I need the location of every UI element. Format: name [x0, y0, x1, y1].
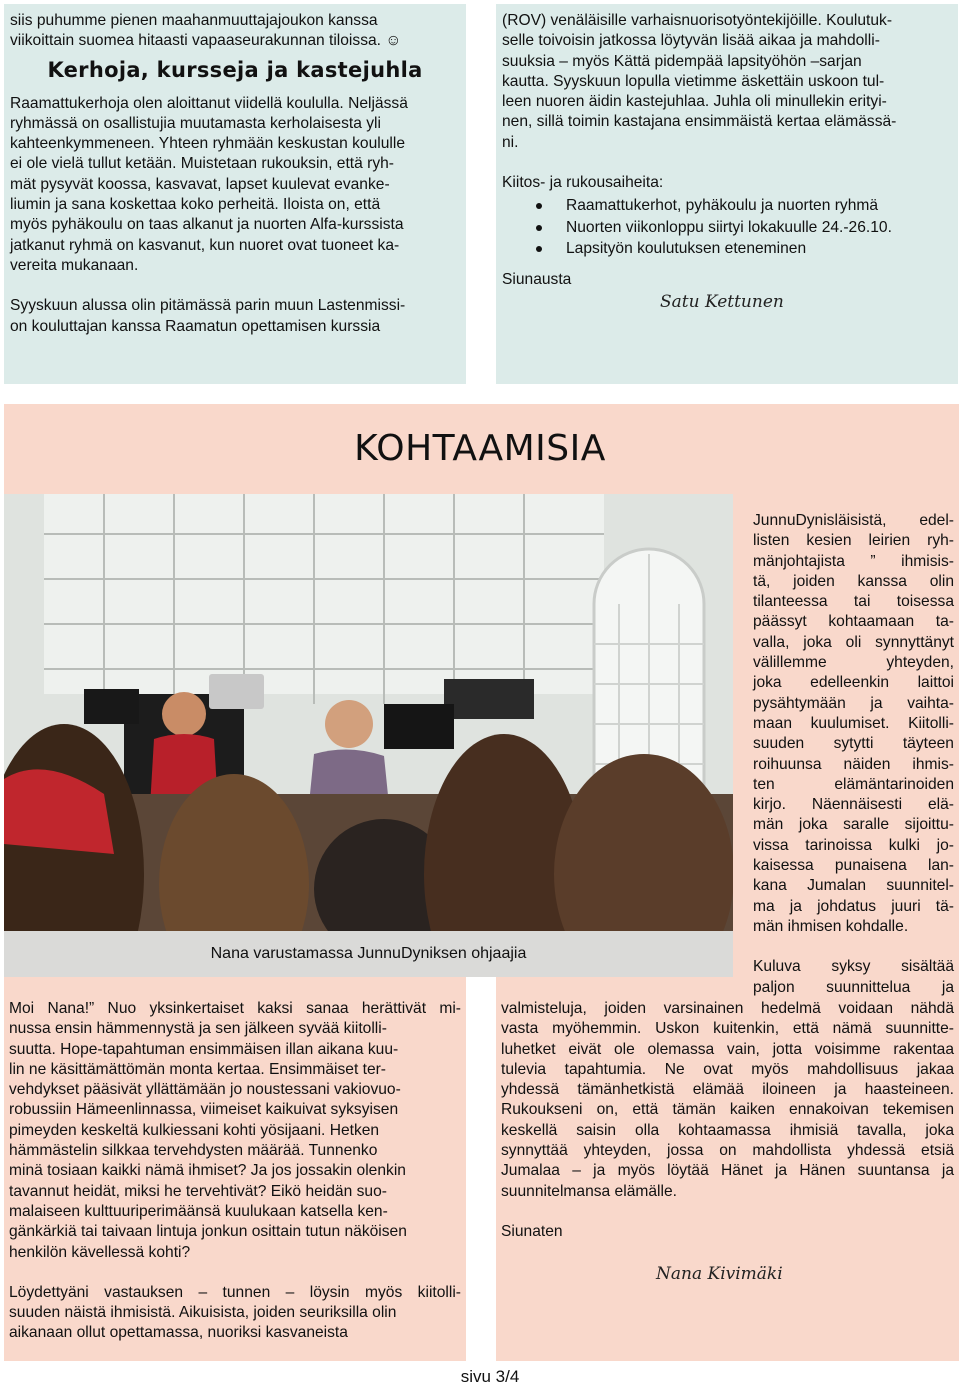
closing: Siunaten	[501, 1222, 563, 1240]
text-line: suuden näistä ihmisistä. Aikuisista, joiden seuriksilla olin	[9, 1304, 397, 1322]
text-line: kirjo. Näennäisesti elä-	[753, 796, 954, 814]
text-line: listen kesien leirien ryh-	[753, 532, 954, 550]
text-line: kautta. Syyskuun lopulla vietimme äskettäin uskoon tul-	[502, 72, 885, 90]
text-line: aikanaan ollut opettamassa, nuoriksi kasvaneista	[9, 1324, 348, 1342]
text-line: kana Jumalan suunnitel-	[753, 877, 954, 895]
text-line: tavannut heidät, miksi he tervehtivät? Eikö heidän suo-	[9, 1182, 387, 1200]
text-line: suuden sytytti täyteen	[753, 735, 954, 753]
right-narrow-column	[753, 511, 954, 998]
text-line: nen, sillä toimin kastajana ensimmäistä kertaa elämässä-	[502, 113, 897, 131]
text-line: liumin ja sana koskettaa koko perheitä. Iloista on, että	[10, 196, 381, 214]
text-line: vehdykset pääsivät yllättämään jo noustessani vakiovuo-	[9, 1081, 401, 1099]
text-line: Rukoukseni on, että tämän kaiken ennakoivan tekemisen	[501, 1101, 954, 1119]
list-item: Raamattukerhot, pyhäkoulu ja nuorten ryhmä	[502, 195, 952, 217]
text-line: kaisessa punaisena lan-	[753, 857, 954, 875]
bottom-right-column	[501, 999, 954, 1284]
signature: Satu Kettunen	[660, 292, 784, 313]
text-line: maan kuulumiset. Kiitolli-	[753, 714, 954, 732]
text-line: välillemme yhteyden,	[753, 654, 954, 672]
text-line: hämmästelin silkkaa tervehdysten määrää. Tunnenko	[9, 1142, 378, 1160]
text-line: robussiin Hämeenlinnassa, viimeiset kaikuivat syksyisen	[9, 1101, 399, 1119]
text-line: tulevia tapahtumia. Ne ovat myös mahdollisuus jakaa	[501, 1060, 954, 1078]
text-line: män joka saralle sijoittu-	[753, 816, 954, 834]
text-line: myös pyhäkoulu on taas alkanut ja nuorten Alfa-kurssista	[10, 216, 404, 234]
text-line: pimeyden keskeltä kulkiessani kohti yösijaani. Hetken	[9, 1121, 380, 1139]
text-line: vereita mukanaan.	[10, 256, 139, 274]
text-line: ei ole vielä tullut ketään. Muistetaan rukouksin, että ryh-	[10, 155, 394, 173]
text-line: Jumalaa – ja myös löytää Hänet ja Hänen suuntansa ja	[501, 1162, 954, 1180]
list-item: Nuorten viikonloppu siirtyi lokakuulle 24.-26.10.	[502, 217, 952, 239]
text-line: män ihmisen kohdalle.	[753, 917, 909, 935]
text-line: minä tosiaan kaikki nämä ihmiset? Ja jos jossakin olenkin	[9, 1162, 406, 1180]
text-line: JunnuDynisläisistä, edel-	[753, 512, 954, 529]
text-line: ryhmässä on osallistujia muutamasta kerholaisesta yli	[10, 114, 381, 132]
text-line: yhdessä tämänhetkistä elämää iloineen ja haasteineen.	[501, 1081, 954, 1099]
text-line: mänjohtajista ” ihmisis-	[753, 552, 954, 570]
text-line: Raamattukerhoja olen aloittanut viidellä koululla. Neljässä	[10, 94, 408, 112]
text-line: Moi Nana!” Nuo yksinkertaiset kaksi sanaa herättivät mi-	[9, 1000, 461, 1017]
list-item: Lapsityön koulutuksen eteneminen	[502, 238, 952, 260]
text-line: pysähtymään ja vaihta-	[753, 694, 954, 712]
text-line: vissa tarinoissa kulki jo-	[753, 836, 954, 854]
text-line: paljon suunnittelua ja	[753, 978, 954, 996]
top-right-column	[496, 4, 958, 384]
text-line: mät pysyvät koossa, kasvavat, lapset kuulevat evanke-	[10, 175, 390, 193]
intro-line: viikoittain suomea hitaasti vapaaseurakunnan tiloissa. ☺	[10, 32, 402, 50]
text-line: joka edelleenkin laittoi	[753, 674, 954, 692]
text-line: valla, joka oli synnyttänyt	[753, 633, 954, 651]
photo-caption: Nana varustamassa JunnuDyniksen ohjaajia	[4, 931, 733, 977]
text-line: Löydettyäni vastauksen – tunnen – löysin myös kiitolli-	[9, 1283, 461, 1301]
text-line: synnyttää yhteyden, jossa on mahdollista yhdessä etsiä	[501, 1142, 954, 1160]
text-line: (ROV) venäläisille varhaisnuorisotyöntekijöille. Koulutuk-	[502, 12, 893, 29]
text-line: tilanteessa tai toisessa	[753, 593, 954, 611]
text-line: luhetket eivät ole olemassa vain, jotta voisimme rakentaa	[501, 1040, 954, 1058]
top-left-column	[4, 4, 466, 384]
text-line: leen nuoren äidin kastejuhlaa. Juhla oli minullekin erityi-	[502, 93, 887, 111]
text-line: Kuluva syksy sisältää	[753, 958, 954, 976]
text-line: ma ja johdatus juuri tä-	[753, 897, 954, 915]
photo-illustration	[4, 494, 733, 931]
prayer-list	[502, 195, 952, 260]
text-line: Syyskuun alussa olin pitämässä parin muun Lastenmissi-	[10, 297, 406, 315]
event-photo	[4, 494, 733, 931]
text-line: suuksia – myös Kättä pidempää lapsityöhön –sarjan	[502, 52, 862, 70]
text-line: gänkärkiä tai taivaan lintuja jonkun osittain tutun näköisen	[9, 1223, 407, 1241]
text-line: suutta. Hope-tapahtuman ensimmäisen illan aikana kuu-	[9, 1040, 399, 1058]
text-line: keskellä saisin olla kohtaamassa ihmisiä tavalla, joka	[501, 1121, 954, 1139]
text-line: ni.	[502, 133, 519, 151]
text-line: ten elämäntarinoiden	[753, 775, 954, 793]
thanks-title: Kiitos- ja rukousaiheita:	[502, 174, 664, 192]
text-line: nussa ensin hämmennystä ja sen jälkeen syvää kiitolli-	[9, 1020, 387, 1038]
text-line: henkilön kävellessä kohti?	[9, 1243, 191, 1261]
text-line: on kouluttajan kanssa Raamatun opettamisen kurssia	[10, 317, 381, 335]
text-line: lin ne käsittämättömän monta kertaa. Ensimmäiset ter-	[9, 1060, 386, 1078]
text-line: jatkanut ryhmä on kasvanut, kun nuoret ovat tuoneet ka-	[10, 236, 400, 254]
signature: Nana Kivimäki	[656, 1264, 783, 1285]
text-line: malaiseen kulttuuriperimäänsä kuulukaan katsella ken-	[9, 1202, 388, 1220]
text-line: selle toivoisin jatkossa löytyvän lisää aikaa ja mahdolli-	[502, 32, 880, 50]
closing: Siunausta	[502, 270, 572, 288]
text-line: suunnitelmansa elämälle.	[501, 1182, 677, 1200]
text-line: roihuunsa näiden ihmis-	[753, 755, 954, 773]
text-line: päässyt kohtaamaan ta-	[753, 613, 954, 631]
section-title: KOHTAAMISIA	[354, 428, 606, 469]
text-line: tä, joiden kanssa olin	[753, 572, 954, 590]
bottom-left-column	[9, 999, 461, 1344]
text-line: vasta myöhemmin. Uskon kuitenkin, että nämä suunnitte-	[501, 1020, 954, 1038]
intro-line: siis puhumme pienen maahanmuuttajajoukon kanssa	[10, 12, 378, 29]
text-line: valmisteluja, joiden varsinainen hedelmä voidaan nähdä	[501, 1000, 954, 1017]
page-number: sivu 3/4	[460, 1367, 520, 1386]
section-heading: Kerhoja, kursseja ja kastejuhla	[47, 57, 423, 82]
text-line: kahteenkymmeneen. Yhteen ryhmään keskustan koululle	[10, 135, 405, 153]
